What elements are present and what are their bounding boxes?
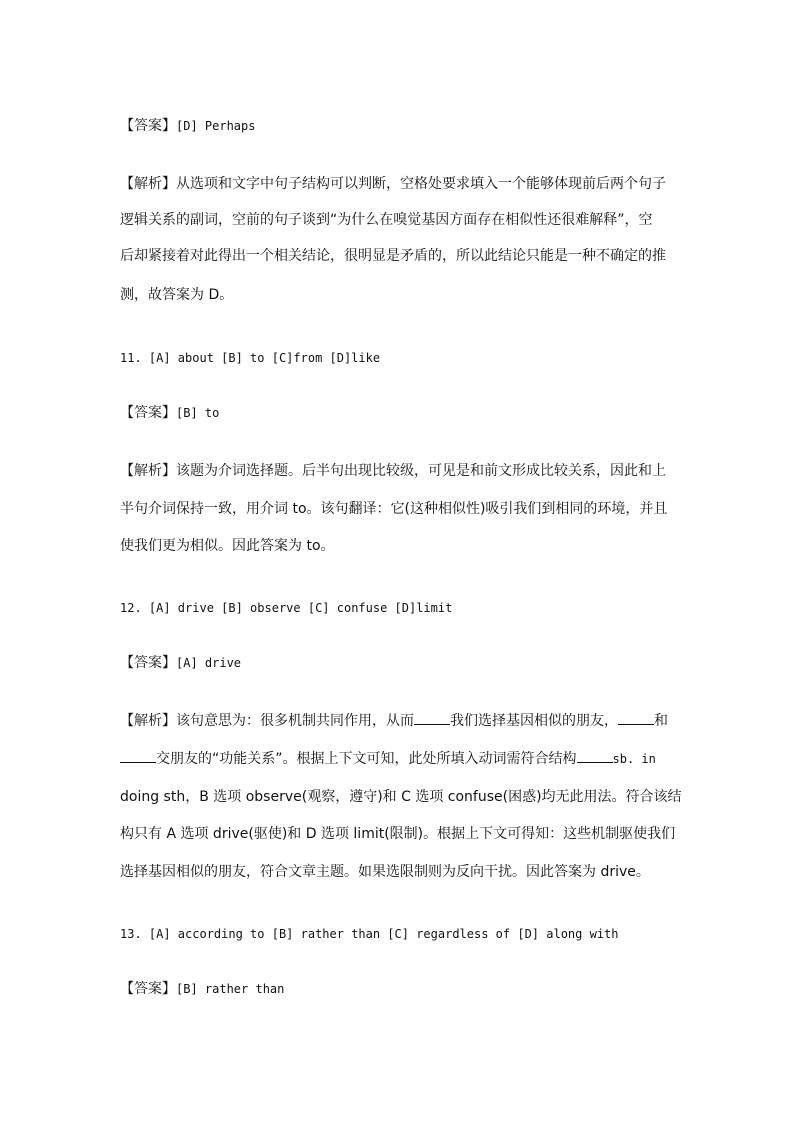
answer-tag: 【答案】 <box>120 981 176 997</box>
answer-13 <box>120 979 284 999</box>
explanation-12-line-5: 选择基因相似的朋友，符合文章主题。如果选限制则为反向干扰。因此答案为 drive。 <box>120 864 650 880</box>
answer-10 <box>120 116 255 136</box>
answer-tag: 【答案】 <box>120 405 176 421</box>
explanation-11-line-3: 使我们更为相似。因此答案为 to。 <box>120 538 335 554</box>
answer-12 <box>120 653 241 673</box>
explanation-10-line-3: 后却紧接着对此得出一个相关结论，很明显是矛盾的，所以此结论只能是一种不确定的推 <box>120 248 666 264</box>
question-11: 11. [A] about [B] to [C]from [D]like <box>120 351 381 365</box>
question-13: 13. [A] according to [B] rather than [C] regardless of [D] along with <box>120 927 619 941</box>
explanation-10-line-1: 【解析】从选项和文字中句子结构可以判断，空格处要求填入一个能够体现前后两个句子 <box>120 176 666 192</box>
explanation-10-line-4: 测，故答案为 D。 <box>120 287 234 303</box>
answer-text: [B] to <box>176 406 220 420</box>
explanation-12-line-4: 构只有 A 选项 drive(驱使)和 D 选项 limit(限制)。根据上下文可得知：这些机制驱使我们 <box>120 826 676 842</box>
question-12: 12. [A] drive [B] observe [C] confuse [D]limit <box>120 601 453 615</box>
explanation-12-line-1: 【解析】该句意思为：很多机制共同作用，从而 我们选择基因相似的朋友， 和 <box>120 713 668 729</box>
explanation-12-line-2: 交朋友的“功能关系”。根据上下文可知，此处所填入动词需符合结构 sb. in <box>120 749 656 769</box>
explanation-11-line-2: 半句介词保持一致，用介词 to。该句翻译：它(这种相似性)吸引我们到相同的环境，并且 <box>120 501 668 517</box>
explanation-10-line-2: 逻辑关系的副词，空前的句子谈到“为什么在嗅觉基因方面存在相似性还很难解释”，空 <box>120 212 653 228</box>
explanation-tag: 【解析】 <box>120 463 176 479</box>
explanation-11-line-1: 【解析】该题为介词选择题。后半句出现比较级，可见是和前文形成比较关系，因此和上 <box>120 463 666 479</box>
fill-blank <box>618 711 654 725</box>
answer-text: [D] Perhaps <box>176 119 256 133</box>
fill-blank <box>414 711 450 725</box>
fill-blank <box>120 749 156 763</box>
answer-tag: 【答案】 <box>120 118 176 134</box>
answer-text: [B] rather than <box>176 982 285 996</box>
fill-blank <box>577 749 613 763</box>
answer-tag: 【答案】 <box>120 655 176 671</box>
answer-text: [A] drive <box>176 656 242 670</box>
explanation-tag: 【解析】 <box>120 713 176 729</box>
answer-11 <box>120 403 219 423</box>
explanation-tag: 【解析】 <box>120 176 176 192</box>
explanation-12-line-3: doing sth，B 选项 observe(观察，遵守)和 C 选项 confuse(困惑)均无此用法。符合该结 <box>120 789 682 805</box>
